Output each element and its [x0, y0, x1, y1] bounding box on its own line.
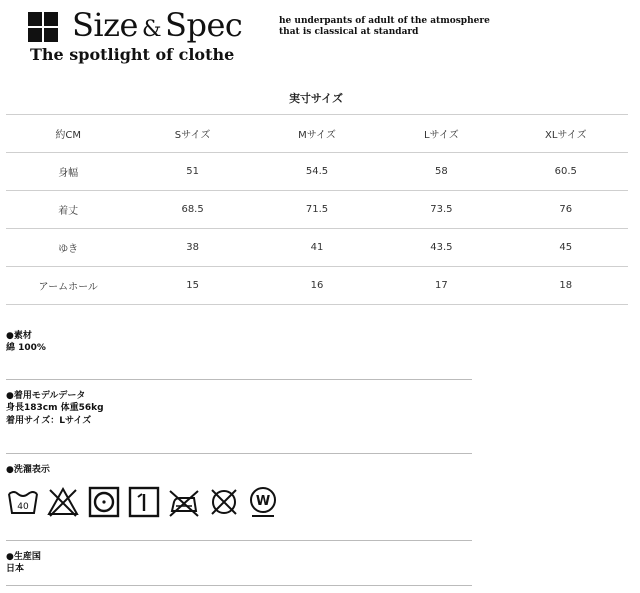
line-dry-icon	[127, 485, 161, 519]
size-table	[6, 114, 628, 305]
origin-title: ●生産国	[6, 552, 41, 562]
brand-title-amp: &	[141, 17, 162, 42]
brand-title-main: Size	[72, 6, 138, 44]
column-header-xl: XLサイズ	[504, 115, 628, 153]
table-cell: 73.5	[379, 191, 503, 229]
model-size-worn: 着用サイズ：Lサイズ	[6, 416, 92, 426]
table-cell: 54.5	[255, 153, 379, 191]
divider	[6, 379, 472, 380]
size-table-header-row	[6, 115, 628, 153]
table-row	[6, 267, 628, 305]
row-label: ゆき	[6, 229, 130, 267]
table-cell: 38	[130, 229, 254, 267]
column-header-s: Sサイズ	[130, 115, 254, 153]
table-cell: 15	[130, 267, 254, 305]
size-table-caption: 実寸サイズ	[288, 92, 344, 105]
brand-header	[28, 6, 628, 66]
model-title: ●着用モデルデータ	[6, 391, 86, 401]
table-row	[6, 229, 628, 267]
brand-title-end: Spec	[165, 6, 243, 44]
table-cell: 18	[504, 267, 628, 305]
table-cell: 71.5	[255, 191, 379, 229]
divider	[6, 540, 472, 541]
wash-temp-label: 40	[17, 502, 29, 512]
material-section	[6, 330, 472, 355]
no-dry-clean-icon	[207, 485, 241, 519]
table-cell: 41	[255, 229, 379, 267]
tumble-dry-icon	[87, 485, 121, 519]
brand-tagline	[279, 16, 499, 38]
table-cell: 68.5	[130, 191, 254, 229]
care-section	[6, 464, 472, 476]
column-header-m: Mサイズ	[255, 115, 379, 153]
origin-value: 日本	[6, 564, 25, 574]
table-cell: 58	[379, 153, 503, 191]
care-title: ●洗濯表示	[6, 465, 50, 475]
model-body-stats: 身長183cm 体重56kg	[6, 403, 104, 413]
material-title: ●素材	[6, 331, 32, 341]
table-cell: 17	[379, 267, 503, 305]
wet-clean-letter: W	[255, 494, 271, 509]
brand-tagline-line-2: that is classical at standard	[279, 27, 419, 37]
table-row	[6, 191, 628, 229]
row-label: アームホール	[6, 267, 130, 305]
grid-logo-icon	[28, 12, 60, 44]
no-bleach-icon	[46, 485, 80, 519]
column-header-unit: 約CM	[6, 115, 130, 153]
model-section	[6, 390, 472, 428]
table-cell: 51	[130, 153, 254, 191]
table-cell: 76	[504, 191, 628, 229]
row-label: 着丈	[6, 191, 130, 229]
table-cell: 16	[255, 267, 379, 305]
wet-clean-icon	[246, 485, 280, 519]
brand-subtitle: The spotlight of clothe	[30, 45, 235, 64]
table-row	[6, 153, 628, 191]
column-header-l: Lサイズ	[379, 115, 503, 153]
divider	[6, 453, 472, 454]
table-cell: 43.5	[379, 229, 503, 267]
no-iron-icon	[167, 485, 201, 519]
material-value: 綿 100%	[6, 343, 46, 353]
wash-40-icon	[6, 485, 40, 519]
origin-section	[6, 551, 472, 576]
row-label: 身幅	[6, 153, 130, 191]
table-cell: 45	[504, 229, 628, 267]
table-cell: 60.5	[504, 153, 628, 191]
divider	[6, 585, 472, 586]
brand-title	[72, 6, 242, 44]
brand-tagline-line-1: he underpants of adult of the atmosphere	[279, 16, 490, 26]
